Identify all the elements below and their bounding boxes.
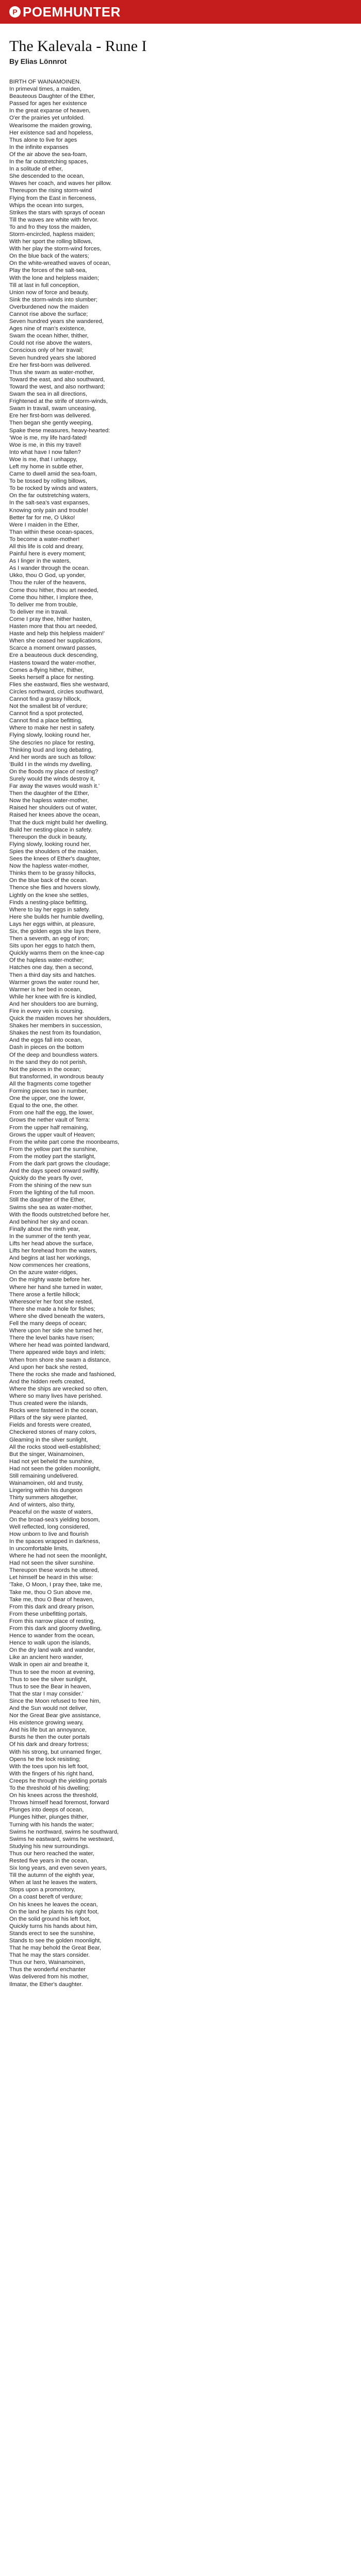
poem-line: Not the pieces in the ocean; [9, 1066, 81, 1073]
poem-line: Quickly do the years fly over, [9, 1175, 84, 1182]
poem-line: And upon her back she rested, [9, 1364, 88, 1370]
poem-line: Spies the shoulders of the maiden, [9, 848, 99, 855]
poem-line: That the duck might build her dwelling, [9, 819, 108, 826]
poem-line: Ere her first-born was delivered. [9, 413, 91, 419]
poem-line: Into what have I now fallen? [9, 449, 81, 455]
poem-line: But transformed, in wondrous beauty [9, 1073, 104, 1080]
poem-line: From the dark part grows the cloudage; [9, 1160, 110, 1167]
poem-line: Quickly warms them on the knee-cap [9, 950, 105, 957]
poem-line: Well reflected, long considered, [9, 1523, 90, 1530]
poem-line: From one half the egg, the lower, [9, 1110, 94, 1116]
poem-line: 'Woe is me, my life hard-fated! [9, 434, 87, 441]
poem-line: Thus our hero, Wainamoinen, [9, 1959, 85, 1966]
poem-line: Of the deep and boundless waters. [9, 1052, 99, 1058]
poem-line: Warmer grows the water round her, [9, 979, 100, 986]
poem-line: Lingering within his dungeon [9, 1487, 83, 1494]
poem-line: And her shoulders too are burning, [9, 1001, 99, 1007]
poem-line: Spake these measures, heavy-hearted: [9, 427, 110, 434]
poem-line: Hasten more that thou art needed, [9, 623, 97, 630]
poem-line: Whips the ocean into surges, [9, 202, 84, 209]
poem-line: On the dry land walk and wander, [9, 1647, 95, 1654]
poem-line: BIRTH OF WAINAMOINEN. [9, 79, 81, 85]
poem-line: Thus the wonderful enchanter [9, 1967, 86, 1973]
poem-line: Painful here is every moment; [9, 551, 86, 557]
poem-title: The Kalevala - Rune I [9, 38, 147, 55]
poem-line: Far away the waves would wash it.' [9, 783, 100, 790]
poem-line: From the upper half remaining, [9, 1124, 88, 1131]
poem-line: Finds a nesting-place befitting, [9, 899, 88, 906]
poem-line: Gleaming in the silver sunlight, [9, 1436, 88, 1443]
poem-line: To the threshold of his dwelling; [9, 1785, 90, 1792]
poem-line: In uncomfortable limits, [9, 1545, 69, 1552]
poem-line: Lays her eggs within, at pleasure, [9, 921, 95, 927]
poem-line: Had not seen the golden moonlight, [9, 1465, 101, 1472]
poem-line: Now the hapless water-mother, [9, 798, 89, 804]
poem-line: That the star I may consider.' [9, 1690, 84, 1697]
poem-line: Then the daughter of the Ether, [9, 790, 89, 797]
poem-line: When she ceased her supplications, [9, 638, 102, 645]
poem-line: Scarce a moment onward passes, [9, 645, 97, 652]
poem-line: Flying from the East in fierceness, [9, 195, 96, 201]
poem-line: Fields and forests were created, [9, 1422, 92, 1429]
poem-line: Peaceful on the waste of waters, [9, 1509, 93, 1516]
poem-line: There the level banks have risen; [9, 1335, 94, 1342]
poem-line: Take me, thou O Bear of heaven, [9, 1596, 94, 1603]
poem-line: Flying slowly, looking round her, [9, 732, 91, 739]
poem-line: Let himself be heard in this wise: [9, 1574, 93, 1581]
poem-line: From this narrow place of resting, [9, 1618, 95, 1624]
poem-line: Where her hand she turned in water, [9, 1284, 103, 1291]
poem-line: Build her nesting-place in safety. [9, 826, 92, 833]
poem-line: To be tossed by rolling billows, [9, 478, 88, 485]
poem-line: Swam in travail, swam unceasing, [9, 405, 96, 412]
poem-line: Shakes her members in succession, [9, 1023, 102, 1029]
poem-line: Thus to see the moon at evening, [9, 1669, 95, 1675]
poem-line: And the hidden reefs created, [9, 1378, 85, 1385]
poem-line: Flies she eastward, flies she westward, [9, 681, 109, 688]
poem-line: All the fragments come together [9, 1080, 91, 1087]
poem-line: On the solid ground his left foot, [9, 1916, 91, 1922]
poem-line: Seven hundred years she labored [9, 354, 96, 361]
poem-line: Union now of force and beauty, [9, 289, 89, 296]
poem-line: There arose a fertile hillock; [9, 1291, 80, 1298]
poem-line: Creeps he through the yielding portals [9, 1777, 107, 1784]
poem-line: On a coast bereft of verdure; [9, 1894, 83, 1901]
poem-line: Where her head was pointed landward, [9, 1342, 110, 1349]
poem-line: And the days speed onward swiftly, [9, 1168, 100, 1175]
poem-line: 'Build I in the winds my dwelling, [9, 761, 92, 768]
poem-line: Take me, thou O Sun above me, [9, 1589, 92, 1596]
poem-line: And behind her sky and ocean. [9, 1218, 89, 1225]
poem-line: With the fingers of his right hand, [9, 1770, 94, 1777]
poem-line: Till the waves are white with fervor. [9, 216, 99, 223]
poem-line: Dash in pieces on the bottom [9, 1044, 84, 1051]
poem-line: In the infinite expanses [9, 144, 69, 150]
poem-line: Came to dwell amid the sea-foam, [9, 471, 97, 478]
poem-line: And his life but an annoyance, [9, 1727, 87, 1734]
poem-line: Sees the knees of Ether's daughter, [9, 856, 101, 862]
poem-line: From the motley part the starlight, [9, 1153, 96, 1160]
poem-line: Conscious only of her travail; [9, 347, 84, 354]
poem-line: Wainamoinen, old and trusty, [9, 1480, 84, 1487]
poem-line: Where she dived beneath the waters, [9, 1313, 105, 1319]
poem-line: Wearisome the maiden growing, [9, 122, 92, 129]
poem-line: Hatches one day, then a second, [9, 964, 93, 971]
poem-line: There the rocks she made and fashioned, [9, 1371, 116, 1378]
poem-line: From the shining of the new sun [9, 1182, 92, 1189]
poem-line: Lightly on the knee she settles, [9, 892, 89, 899]
poem-line: Hence to wander from the ocean, [9, 1633, 95, 1639]
poem-line: Seeks herself a place for nesting. [9, 674, 95, 681]
poem-line: On the land he plants his right foot, [9, 1908, 99, 1915]
poem-line: While her knee with fire is kindled, [9, 993, 97, 1000]
poem-line: Opens he the lock resisting; [9, 1756, 81, 1762]
poem-line: Plunges into deeps of ocean, [9, 1807, 84, 1814]
poem-line: Raised her knees above the ocean, [9, 812, 101, 819]
poem-line: Where to make her nest in safety. [9, 725, 95, 732]
poem-line: Then a seventh, an egg of iron; [9, 936, 89, 942]
poem-line: In a solitude of ether, [9, 166, 63, 173]
poem-line: And her words are such as follow: [9, 754, 96, 760]
poem-line: That he may the stars consider. [9, 1952, 90, 1959]
poem-line: Then a third day sits and hatches. [9, 972, 96, 978]
poem-line: Fell the many deeps of ocean; [9, 1320, 87, 1327]
poem-author[interactable]: By Elias Lönnrot [9, 57, 67, 65]
poem-line: From the yellow part the sunshine, [9, 1146, 98, 1153]
poem-line: Thinks them to be grassy hillocks, [9, 870, 96, 877]
poem-line: To and fro they toss the maiden, [9, 224, 92, 230]
poem-line: Warmer is her bed in ocean, [9, 986, 82, 993]
poem-line: Where upon her side she turned her, [9, 1328, 103, 1334]
poem-line: Thou the ruler of the heavens, [9, 580, 87, 586]
poem-line: In the great expanse of heaven, [9, 108, 91, 114]
poem-line: Come I pray thee, hither hasten, [9, 616, 92, 622]
poem-line: Passed for ages her existence [9, 100, 87, 107]
poem-line: In the sand they do not perish, [9, 1059, 87, 1065]
poem-line: Where he had not seen the moonlight, [9, 1553, 107, 1560]
poem-line: Ere a beauteous duck descending, [9, 652, 99, 659]
poem-line: From the white part come the moonbeams, [9, 1139, 120, 1145]
poem-line: Beauteous Daughter of the Ether, [9, 93, 95, 100]
poem-line: Comes a-flying hither, thither, [9, 667, 84, 673]
poem-line: Swims he northward, swims he southward, [9, 1828, 119, 1835]
poem-line: Swims she sea as water-mother, [9, 1204, 93, 1211]
poem-line: With the lone and helpless maiden; [9, 275, 100, 281]
poem-line: But the singer, Wainamoinen, [9, 1451, 85, 1458]
poem-line: Thus our hero reached the water, [9, 1850, 94, 1857]
poem-line: That he may behold the Great Bear, [9, 1945, 101, 1952]
poem-line: With her play the storm-wind forces, [9, 246, 102, 252]
poem-line: Thus to see the silver sunlight, [9, 1676, 88, 1683]
poem-line: Finally about the ninth year, [9, 1226, 80, 1232]
poem-line: Was delivered from his mother, [9, 1974, 89, 1980]
poem-line: On the azure water-ridges, [9, 1269, 78, 1276]
poem-line: Could not rise above the waters, [9, 340, 92, 347]
poem-line: On the mighty waste before her. [9, 1277, 91, 1283]
poem-line: Thereupon the duck in beauty, [9, 834, 87, 840]
poem-line: On the blue back of the ocean. [9, 877, 88, 884]
poem-line: Of the hapless water-mother; [9, 957, 84, 964]
poem-line: When at last he leaves the waters, [9, 1879, 98, 1886]
poem-line: Than within these ocean-spaces, [9, 529, 94, 535]
poem-line: With her sport the rolling billows, [9, 239, 93, 245]
poem-line: Sits upon her eggs to hatch them, [9, 943, 96, 950]
poem-line: Lifts her forehead from the waters, [9, 1248, 97, 1255]
poem-line: Equal to the one, the other. [9, 1103, 79, 1109]
poem-line: Frightened at the strife of storm-winds, [9, 398, 108, 405]
poem-line: To be rocked by winds and waters, [9, 485, 98, 492]
poem-line: Stops upon a promontory, [9, 1887, 75, 1893]
poem-line: Six long years, and even seven years, [9, 1865, 107, 1872]
poem-line: Storm-encircled, hapless maiden; [9, 231, 95, 238]
poem-line: All the rocks stood well-established; [9, 1444, 101, 1450]
poem-line: Of the air above the sea-foam, [9, 151, 88, 158]
poem-line: Throws himself head foremost, forward [9, 1800, 109, 1806]
poem-line: Here she builds her humble dwelling, [9, 913, 104, 920]
poem-line: Then began she gently weeping, [9, 420, 93, 427]
poem-line: Not the smallest bit of verdure; [9, 703, 88, 710]
poem-line: And of winters, also thirty, [9, 1502, 75, 1509]
poem-line: Cannot find a spot protected, [9, 710, 84, 717]
poem-line: Swam the sea in all directions, [9, 391, 88, 398]
poem-line: From this dark and dreary prison, [9, 1603, 94, 1610]
poem-line: Ukko, thou O God, up yonder, [9, 572, 86, 579]
poem-line: To deliver me in travail. [9, 608, 69, 615]
poem-line: Where the ships are wrecked so often, [9, 1385, 108, 1392]
poem-line: With the toes upon his left foot, [9, 1763, 89, 1770]
poem-line: Rocks were fastened in the ocean, [9, 1408, 98, 1414]
poem-line: Come thou hither, thou art needed, [9, 587, 99, 594]
poem-line: 'Take, O Moon, I pray thee, take me, [9, 1582, 102, 1588]
poem-line: Knowing only pain and trouble! [9, 507, 89, 514]
poem-line: All this life is cold and dreary, [9, 544, 84, 550]
poem-line: Grows the nether vault of Terra: [9, 1117, 90, 1124]
poem-line: Waves her coach, and waves her pillow. [9, 180, 112, 187]
poem-line: Quick the maiden moves her shoulders, [9, 1015, 111, 1022]
poem-line: Bursts he then the outer portals [9, 1734, 90, 1741]
poem-line: Cannot find a grassy hillock, [9, 696, 81, 702]
poem-line: Walk in open air and breathe it, [9, 1662, 89, 1668]
poem-line: Haste and help this helpless maiden!' [9, 631, 105, 637]
poem-line: From the lighting of the full moon. [9, 1190, 95, 1196]
poem-line: Thence she flies and hovers slowly, [9, 885, 100, 891]
poem-line: Thus alone to live for ages [9, 137, 77, 143]
poem-line: In the spaces wrapped in darkness, [9, 1538, 100, 1545]
poem-line: On his knees he leaves the ocean, [9, 1901, 98, 1908]
poem-line: Swam the ocean hither, thither, [9, 333, 89, 340]
poem-line: To deliver me from trouble, [9, 601, 78, 608]
poem-line: From these unbefitting portals, [9, 1611, 88, 1617]
poem-line: Stands to see the golden moonlight, [9, 1938, 102, 1944]
poem-line: O'er the prairies yet unfolded. [9, 115, 85, 122]
poem-line: She descended to the ocean, [9, 173, 85, 180]
poem-line: To become a water-mother! [9, 536, 80, 543]
poem-line: Hastens toward the water-mother, [9, 659, 96, 666]
poem-line: Thus she swam as water-mother, [9, 369, 94, 376]
poem-line: Toward the west, and also northward; [9, 383, 105, 390]
poem-line: Overburdened now the maiden [9, 303, 89, 310]
poem-line: Had not seen the silver sunshine. [9, 1560, 95, 1567]
poem-line: On the blue back of the waters; [9, 253, 89, 260]
poem-line: Raised her shoulders out of water, [9, 805, 97, 811]
poem-line: Fire in every vein is coursing. [9, 1008, 84, 1014]
poem-line: Toward the east, and also southward, [9, 376, 105, 383]
poem-line: She descries no place for resting, [9, 739, 95, 746]
poem-line: When from shore she swam a distance, [9, 1357, 111, 1363]
poem-line: With his strong, but unnamed finger, [9, 1749, 102, 1755]
poem-line: There she made a hole for fishes; [9, 1306, 95, 1312]
poem-line: Checkered stones of many colors, [9, 1429, 97, 1436]
poem-line: Hence to walk upon the islands, [9, 1640, 91, 1647]
poem-line: On the floods my place of nesting? [9, 768, 99, 775]
poem-line: Now the hapless water-mother, [9, 863, 89, 870]
poem-line: Turning with his hands the water; [9, 1821, 94, 1828]
poem-line: Ages nine of man's existence, [9, 326, 86, 332]
poem-line: As I wander through the ocean. [9, 565, 90, 572]
poem-line: Seven hundred years she wandered, [9, 318, 104, 325]
poem-line: Stands erect to see the sunshine, [9, 1930, 95, 1937]
poem-line: One the upper, one the lower, [9, 1095, 85, 1102]
poem-line: And the eggs fall into ocean, [9, 1037, 83, 1044]
poem-line: Since the Moon refused to free him, [9, 1698, 101, 1704]
poem-line: In the salt-sea's vast expanses, [9, 500, 90, 506]
poem-line: Had not yet beheld the sunshine, [9, 1458, 94, 1465]
poem-line: Six, the golden eggs she lays there, [9, 928, 101, 935]
poem-line: Strikes the stars with sprays of ocean [9, 209, 105, 216]
poem-line: Still the daughter of the Ether, [9, 1197, 86, 1204]
poem-header [9, 37, 350, 66]
poem-line: Pillars of the sky were planted, [9, 1415, 88, 1421]
poem-line: Thus created were the islands, [9, 1400, 88, 1407]
poem-line: Ilmatar, the Ether's daughter. [9, 1981, 83, 1988]
poem-line: How unborn to live and flourish [9, 1531, 89, 1537]
poem-line: From this dark and gloomy dwelling, [9, 1625, 102, 1632]
poem-line: Thirty summers altogether, [9, 1495, 78, 1501]
poem-line: On the far outstretching waters, [9, 493, 90, 499]
poem-line: In the far outstretching spaces, [9, 159, 88, 165]
poem-line: Nor the Great Bear give assistance, [9, 1713, 101, 1719]
poem-line: Grows the upper vault of Heaven; [9, 1131, 95, 1138]
poem-line: Thus to see the Bear in heaven, [9, 1683, 91, 1690]
poem-line: Circles northward, circles southward, [9, 688, 104, 695]
poem-line: Were I maiden in the Ether, [9, 521, 79, 528]
poem-line: Rested five years in the ocean, [9, 1857, 89, 1864]
poem-line: There appeared wide bays and inlets; [9, 1349, 106, 1356]
poem-line: Lifts her head above the surface, [9, 1241, 93, 1247]
poem-body [9, 78, 350, 1988]
poem-line: In the summer of the tenth year, [9, 1233, 91, 1240]
poem-line: And begins at last her workings, [9, 1255, 91, 1262]
logo-text: POEMHUNTER [23, 4, 121, 20]
poem-line: Left my home in subtle ether, [9, 463, 84, 470]
poem-line: Come thou hither, I implore thee, [9, 594, 93, 601]
poem-line: Cannot rise above the surface; [9, 311, 88, 317]
poem-line: Where so many lives have perished. [9, 1393, 103, 1399]
poem-line: Of his dark and dreary fortress; [9, 1741, 89, 1748]
poem-line: Woe is me, in this my travel! [9, 442, 81, 448]
poem-line: Thinking loud and long debating, [9, 747, 93, 753]
poem-line: Till the autumn of the eighth year, [9, 1872, 95, 1879]
poem-line: Still remaining undelivered. [9, 1473, 79, 1479]
poem-line: Cannot find a place befitting, [9, 718, 83, 724]
poem-line: With the floods outstretched before her, [9, 1211, 110, 1218]
poem-line: On the broad-sea's yielding bosom, [9, 1516, 100, 1523]
poem-line: On the white-wreathed waves of ocean, [9, 260, 111, 267]
poem-line: Better far for me, O Ukko! [9, 514, 75, 521]
poem-line: Woe is me, that I unhappy, [9, 456, 78, 463]
poem-line: And the Sun would not deliver, [9, 1705, 88, 1711]
site-header-bar [0, 0, 361, 24]
poem-line: Plunges hither, plunges thither, [9, 1814, 89, 1821]
poem-line: Thereupon the rising storm-wind [9, 188, 92, 194]
poem-line: In primeval times, a maiden, [9, 86, 81, 93]
poem-line: Where to lay her eggs in safety. [9, 906, 90, 913]
poem-line: Studying his new surroundings. [9, 1843, 90, 1850]
site-logo[interactable] [9, 4, 121, 20]
poem-line: His existence growing weary, [9, 1720, 84, 1726]
poem-line: Sink the storm-winds into slumber; [9, 296, 97, 303]
poem-line: Swims he eastward, swims he westward, [9, 1836, 114, 1842]
poem-line: Forming pieces two in number, [9, 1088, 88, 1095]
poem-line: Till at last in full conception, [9, 282, 80, 289]
poem-line: Thereupon these words he uttered, [9, 1567, 100, 1574]
poem-line: On his knees across the threshold, [9, 1792, 99, 1799]
poem-line: Quickly turns his hands about him, [9, 1923, 98, 1929]
poem-line: Like an ancient hero wander, [9, 1654, 84, 1661]
poem-line: Surely would the winds destroy it, [9, 776, 95, 782]
poem-line: Her existence sad and hopeless, [9, 129, 93, 136]
poem-line: Wheresoe'er her foot she rested, [9, 1298, 93, 1305]
poem-line: Now commences her creations, [9, 1262, 90, 1269]
poem-line: Flying slowly, looking round her, [9, 841, 91, 848]
poem-line: Play the forces of the salt-sea, [9, 267, 87, 274]
poem-line: Shakes the nest from its foundation, [9, 1030, 102, 1037]
poem-line: Ere her first-born was delivered. [9, 362, 91, 368]
poem-line: As I linger in the waters, [9, 558, 71, 565]
logo-mark-icon: P [9, 6, 21, 18]
